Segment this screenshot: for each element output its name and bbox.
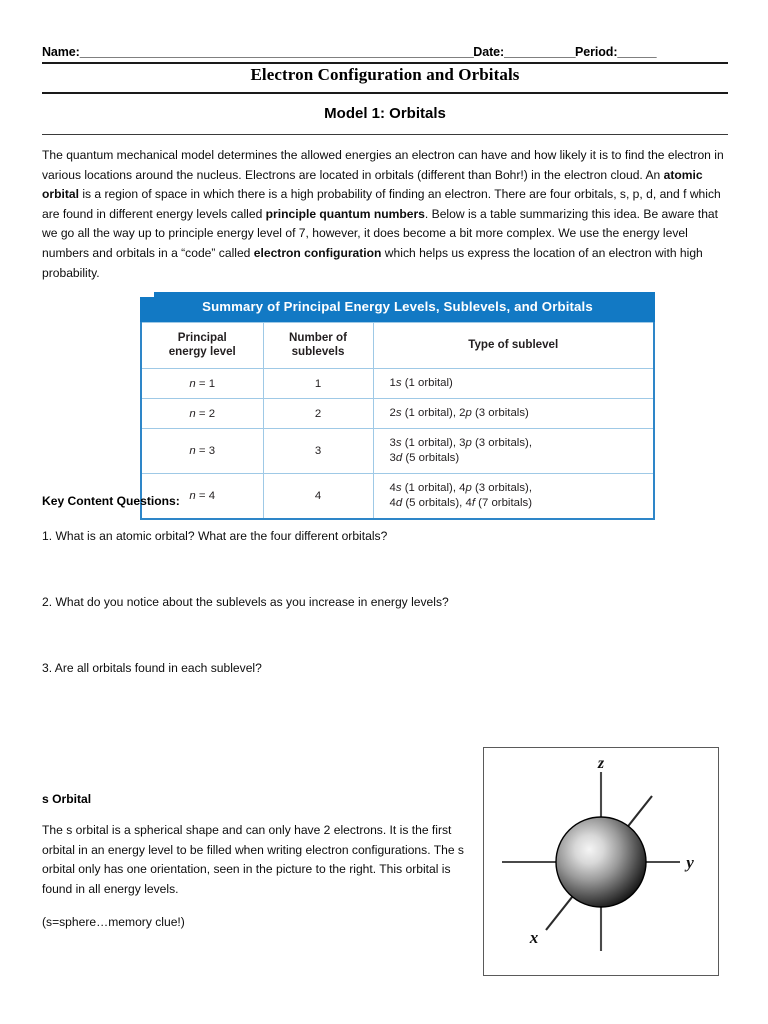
intro-text-2: is a region of space in which there is a high probability of finding an electron. There are four orbitals, s, p, d, and f which are found in different energy levels called bbox=[42, 187, 721, 221]
column-header-number-of-sublevels bbox=[263, 323, 373, 369]
n-value: = 4 bbox=[195, 490, 216, 502]
name-label: Name: bbox=[42, 45, 80, 59]
document-title: Electron Configuration and Orbitals bbox=[250, 65, 520, 84]
sublevel-line: 1s (1 orbital) bbox=[389, 377, 453, 389]
s-orbital-sphere bbox=[556, 817, 646, 907]
cell-number-of-sublevels: 4 bbox=[263, 474, 373, 520]
header-line-1: Type of sublevel bbox=[468, 338, 559, 351]
table-corner-notch bbox=[140, 292, 154, 297]
intro-text-4: which helps us express the location of an electron with high probability. bbox=[42, 245, 703, 280]
period-label: Period: bbox=[575, 45, 618, 59]
term-principle-quantum-numbers: principle quantum numbers bbox=[265, 206, 425, 221]
table-row bbox=[141, 369, 654, 399]
column-header-type-of-sublevel bbox=[373, 323, 654, 369]
sublevel-line: 4d (5 orbitals), 4f (7 orbitals) bbox=[389, 497, 532, 509]
cell-energy-level bbox=[141, 369, 263, 399]
key-content-questions-heading: Key Content Questions: bbox=[42, 494, 180, 508]
period-blank[interactable]: ______ bbox=[617, 45, 657, 59]
column-header-principal-energy-level bbox=[141, 323, 263, 369]
z-axis-label: z bbox=[597, 755, 605, 772]
s-orbital-paragraph: The s orbital is a spherical shape and can only have 2 electrons. It is the first orbital in an energy level to be filled when writing electron configurations. The s orbital only has one orientation, seen in the picture to the right. This orbital is found in all energy levels. bbox=[42, 823, 464, 896]
orbital-axes-svg bbox=[484, 748, 718, 975]
cell-energy-level bbox=[141, 399, 263, 429]
sublevel-line: 4s (1 orbital), 4p (3 orbitals), bbox=[389, 482, 532, 494]
name-blank[interactable]: _____________________________________________________________ bbox=[79, 45, 474, 59]
date-label: Date: bbox=[473, 45, 505, 59]
cell-number-of-sublevels: 3 bbox=[263, 429, 373, 474]
header-rule-middle bbox=[42, 92, 728, 94]
n-value: = 3 bbox=[195, 445, 216, 457]
y-axis-label: y bbox=[686, 853, 694, 872]
sublevel-line: 3d (5 orbitals) bbox=[389, 452, 460, 464]
summary-table-body bbox=[141, 369, 654, 520]
cell-type-of-sublevel bbox=[373, 369, 654, 399]
date-blank[interactable]: ___________ bbox=[504, 45, 576, 59]
sublevel-line: 3s (1 orbital), 3p (3 orbitals), bbox=[389, 437, 532, 449]
cell-type-of-sublevel bbox=[373, 474, 654, 520]
table-caption: Summary of Principal Energy Levels, Sublevels, and Orbitals bbox=[140, 292, 655, 322]
cell-energy-level bbox=[141, 429, 263, 474]
term-atomic-orbital: atomic orbital bbox=[42, 167, 703, 202]
name-date-period-line bbox=[42, 44, 728, 60]
n-value: = 2 bbox=[195, 407, 216, 420]
cell-number-of-sublevels: 1 bbox=[263, 369, 373, 399]
s-orbital-memory-clue: (s=sphere…memory clue!) bbox=[42, 915, 185, 929]
question-3: 3. Are all orbitals found in each sublevel? bbox=[42, 661, 262, 675]
cell-number-of-sublevels: 2 bbox=[263, 399, 373, 429]
cell-type-of-sublevel bbox=[373, 429, 654, 474]
summary-table bbox=[140, 322, 655, 520]
n-symbol: n bbox=[189, 490, 196, 502]
table-row bbox=[141, 399, 654, 429]
header-line-2: sublevels bbox=[291, 345, 345, 358]
table-header-row bbox=[141, 323, 654, 369]
table-row bbox=[141, 474, 654, 520]
n-symbol: n bbox=[189, 377, 196, 390]
s-orbital-heading: s Orbital bbox=[42, 792, 92, 806]
header-line-2: energy level bbox=[168, 345, 236, 358]
question-1: 1. What is an atomic orbital? What are the four different orbitals? bbox=[42, 529, 388, 543]
header-line-1: Number of bbox=[289, 331, 347, 344]
x-axis-label: x bbox=[529, 928, 539, 947]
intro-paragraph bbox=[42, 146, 730, 283]
n-symbol: n bbox=[189, 445, 196, 457]
summary-table-figure bbox=[140, 292, 655, 520]
intro-text-3: . Below is a table summarizing this idea. Be aware that we go all the way up to principle energy level of 7, however, it does become a bit more complex. We use the energy level numbers and orbitals in a “code” called bbox=[42, 206, 719, 260]
header-line-1: Principal bbox=[177, 331, 227, 344]
n-value: = 1 bbox=[195, 377, 216, 390]
table-row bbox=[141, 429, 654, 474]
header-rule-bottom bbox=[42, 134, 728, 135]
intro-text-1: The quantum mechanical model determines the allowed energies an electron can have and how likely it is to find the electron in various locations around the nucleus. Electrons are located in orbitals (different than Bohr!) in the electron cloud. An bbox=[42, 148, 724, 182]
header-rule-top bbox=[42, 62, 728, 64]
question-2: 2. What do you notice about the sublevels as you increase in energy levels? bbox=[42, 595, 449, 609]
n-symbol: n bbox=[189, 407, 196, 420]
term-electron-configuration: electron configuration bbox=[253, 245, 382, 260]
cell-type-of-sublevel bbox=[373, 399, 654, 429]
s-orbital-diagram bbox=[483, 747, 719, 976]
sublevel-line: 2s (1 orbital), 2p (3 orbitals) bbox=[389, 407, 529, 419]
model-title: Model 1: Orbitals bbox=[324, 105, 446, 122]
